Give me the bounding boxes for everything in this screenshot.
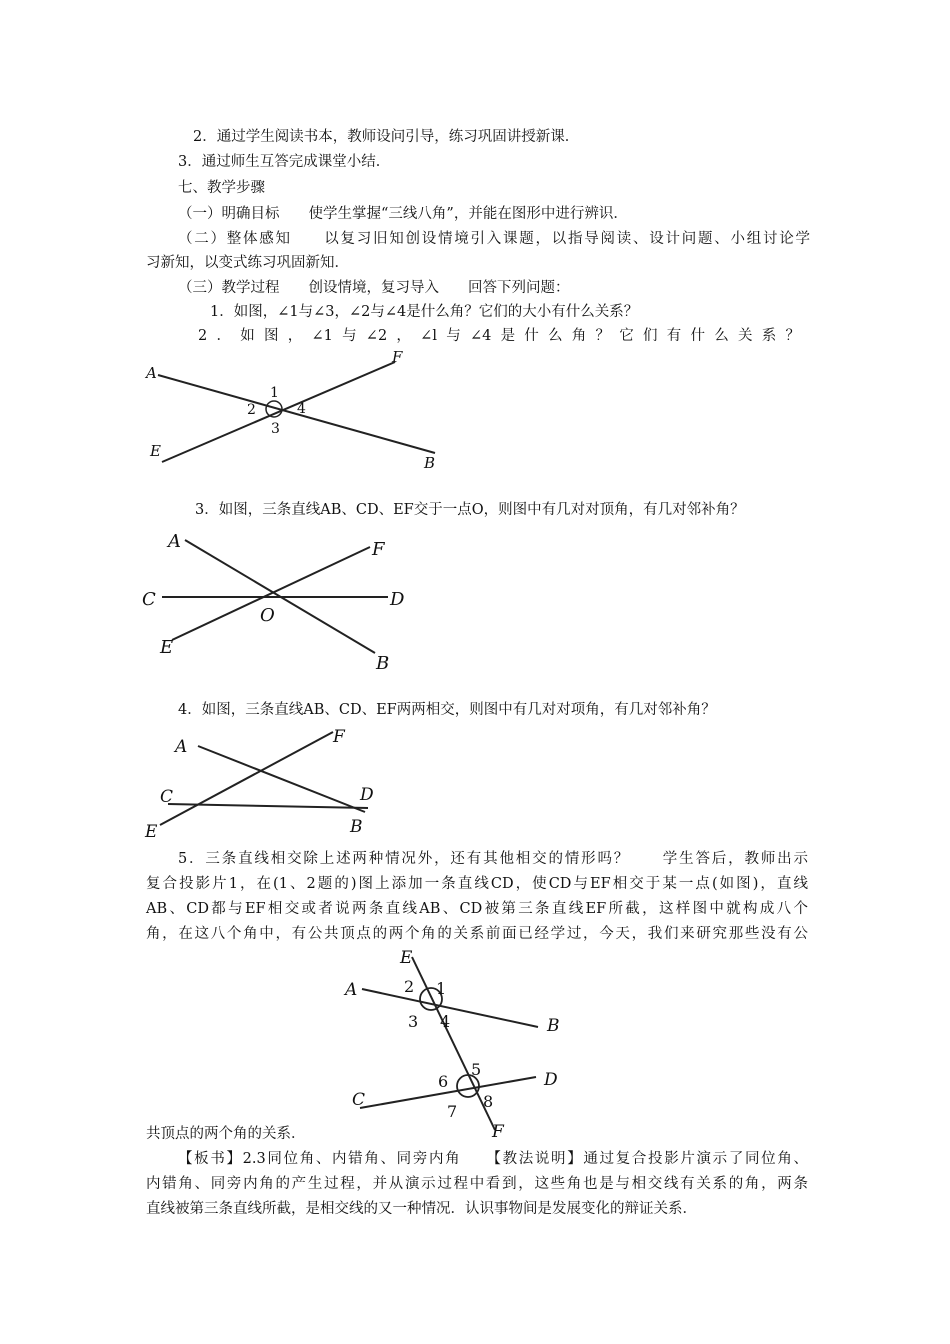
fig1-label-B: B: [424, 454, 436, 472]
fig4-angle-7: 7: [447, 1102, 458, 1121]
question-3: 3．如图，三条直线AB、CD、EF交于一点O，则图中有几对对顶角，有几对邻补角？: [195, 502, 745, 518]
perception-line-1: （二）整体感知 以复习旧知创设情境引入课题，以指导阅读、设计问题、小组讨论学: [178, 231, 810, 247]
fig3-label-C: C: [160, 787, 174, 807]
fig3-label-A: A: [175, 737, 188, 757]
board-line-3: 直线被第三条直线所截，是相交线的又一种情况．认识事物间是发展变化的辩证关系．: [146, 1201, 697, 1217]
fig4-label-C: C: [352, 1090, 366, 1110]
fig2-label-E: E: [160, 637, 174, 658]
section-heading-7: 七、教学步骤: [178, 180, 265, 196]
fig4-label-A: A: [345, 980, 358, 1000]
figure-1: [140, 350, 450, 480]
fig1-angle-2: 2: [247, 402, 256, 418]
fig1-angle-4: 4: [297, 401, 306, 417]
question-5-line-1: 5．三条直线相交除上述两种情况外，还有其他相交的情形吗？ 学生答后，教师出示: [178, 851, 808, 867]
question-5-line-4: 角，在这八个角中，有公共顶点的两个角的关系前面已经学过，今天，我们来研究那些没有公: [146, 926, 808, 942]
goal-paragraph: （一）明确目标 使学生掌握“三线八角”，并能在图形中进行辨识．: [178, 206, 628, 222]
fig3-label-E: E: [145, 822, 158, 842]
fig4-angle-8: 8: [483, 1092, 494, 1111]
question-5-line-3: AB、CD都与EF相交或者说两条直线AB、CD被第三条直线EF所截，这样图中就构成八个: [146, 901, 808, 917]
fig4-angle-6: 6: [438, 1072, 449, 1091]
board-line-1: 【板书】2.3同位角、内错角、同旁内角 【教法说明】通过复合投影片演示了同位角、: [178, 1151, 808, 1167]
fig1-label-A: A: [146, 364, 157, 382]
fig3-label-B: B: [350, 817, 363, 837]
fig4-label-B: B: [547, 1016, 560, 1036]
question-2: 2．如图，∠1与∠2，∠l与∠4是什么角？它们有什么关系？: [198, 328, 800, 344]
fig4-label-D: D: [544, 1070, 558, 1090]
fig2-label-O: O: [260, 605, 275, 626]
fig2-label-F: F: [372, 539, 385, 560]
fig3-label-F: F: [333, 727, 345, 747]
board-line-2: 内错角、同旁内角的产生过程，并从演示过程中看到，这些角也是与相交线有关系的角，两条: [146, 1176, 808, 1192]
fig3-label-D: D: [360, 785, 374, 805]
fig1-label-E: E: [150, 442, 161, 460]
process-paragraph: （三）教学过程 创设情境，复习导入 回答下列问题：: [178, 280, 570, 296]
question-5-line-2: 复合投影片1，在(1、2题的)图上添加一条直线CD，使CD与EF相交于某一点(如图)，直线: [146, 876, 808, 892]
figure-4: [340, 945, 570, 1140]
fig4-angle-3: 3: [408, 1012, 419, 1031]
fig2-label-B: B: [376, 653, 390, 674]
fig4-label-F: F: [492, 1122, 504, 1142]
question-4: 4．如图，三条直线AB、CD、EF两两相交，则图中有几对对项角，有几对邻补角？: [178, 702, 716, 718]
fig2-label-A: A: [168, 531, 181, 552]
question-1: 1．如图，∠1与∠3，∠2与∠4是什么角？它们的大小有什么关系？: [210, 304, 639, 320]
fig1-angle-3: 3: [271, 421, 280, 437]
fig4-angle-1: 1: [436, 979, 447, 998]
fig4-angle-5: 5: [471, 1060, 482, 1079]
method-3: 3．通过师生互答完成课堂小结．: [178, 154, 391, 170]
figure-3: [140, 722, 390, 847]
fig1-label-F: F: [392, 348, 403, 366]
fig4-angle-2: 2: [404, 977, 415, 996]
figure-2: [140, 525, 420, 675]
fig4-angle-4: 4: [440, 1012, 451, 1031]
fig4-label-E: E: [400, 948, 413, 968]
fig2-label-C: C: [142, 589, 156, 610]
question-5-line-5: 共顶点的两个角的关系．: [146, 1126, 306, 1142]
fig2-label-D: D: [390, 589, 405, 610]
fig1-angle-1: 1: [270, 385, 279, 401]
method-2: 2．通过学生阅读书本，教师设问引导，练习巩固讲授新课．: [193, 129, 580, 145]
perception-line-2: 习新知，以变式练习巩固新知．: [146, 255, 349, 271]
